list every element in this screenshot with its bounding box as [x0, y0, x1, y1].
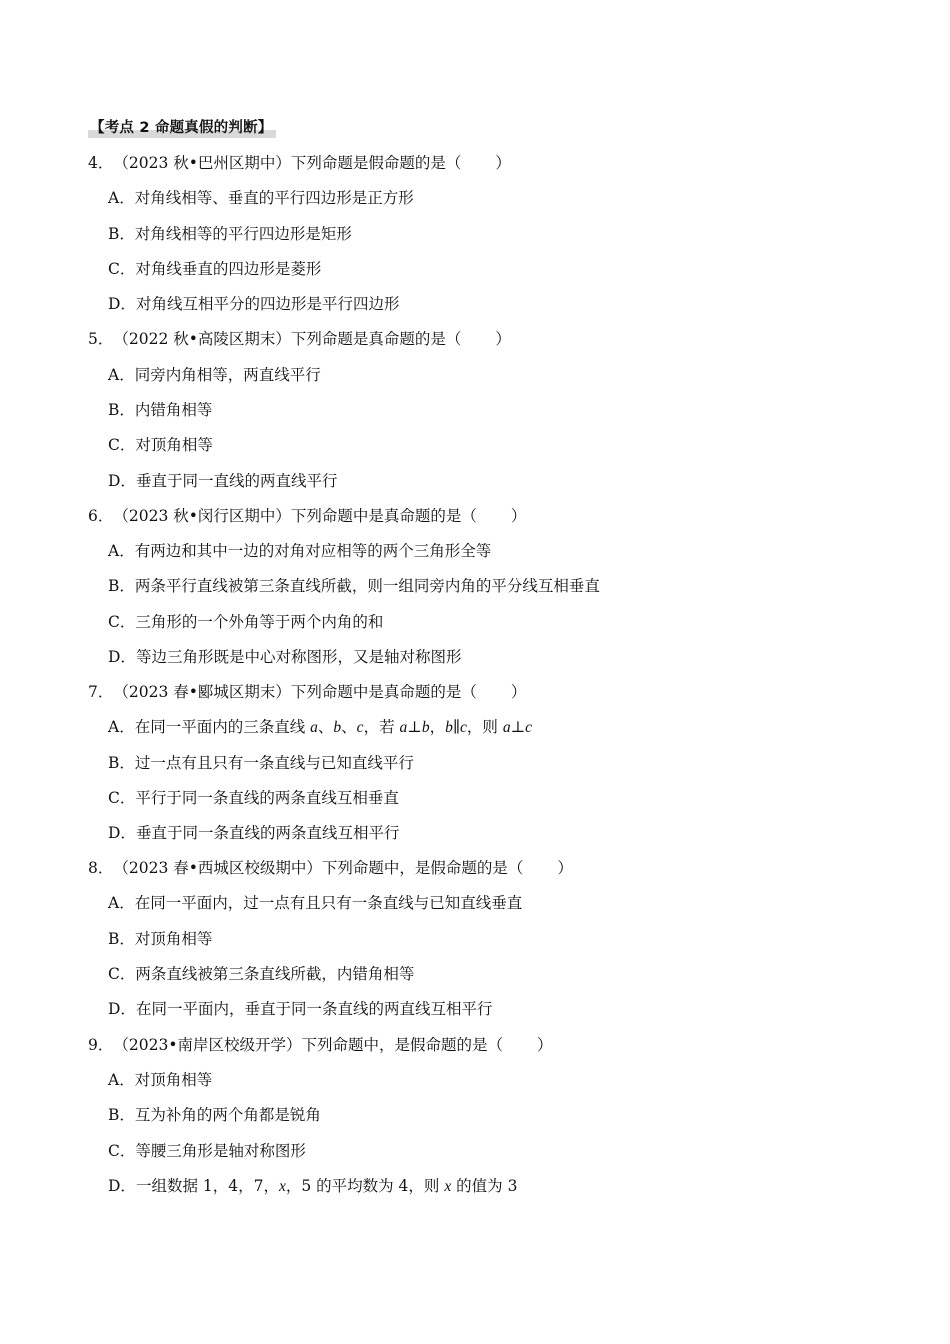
option-letter: A．	[108, 718, 135, 736]
option-text: 有两边和其中一边的对角对应相等的两个三角形全等	[134, 542, 492, 560]
question-5-stem	[88, 328, 511, 350]
question-text: 下列命题中，是假命题的是（	[301, 1036, 503, 1054]
option-letter: A．	[108, 189, 135, 207]
question-text: 下列命题是真命题的是（	[290, 330, 462, 348]
option-text: 对顶角相等	[134, 930, 213, 948]
option-text-part: 、	[341, 718, 357, 736]
question-9-stem	[88, 1034, 553, 1056]
option-text: 两条平行直线被第三条直线所截，则一组同旁内角的平分线互相垂直	[134, 577, 600, 595]
question-7-option-c	[108, 787, 399, 809]
question-4-option-b	[108, 223, 352, 245]
option-text: 在同一平面内，垂直于同一条直线的两直线互相平行	[135, 1000, 493, 1018]
question-6-option-d	[108, 646, 461, 668]
math-variable: b	[445, 719, 453, 736]
option-text: 对角线垂直的四边形是菱形	[135, 260, 322, 278]
question-6-option-b	[108, 575, 600, 597]
option-letter: A．	[108, 366, 135, 384]
question-7-option-b	[108, 752, 414, 774]
question-source: （2023 秋•巴州区期中）	[113, 154, 291, 172]
question-6-option-a	[108, 540, 491, 562]
question-source: （2023 秋•闵行区期中）	[113, 507, 291, 525]
math-variable: a	[502, 719, 511, 736]
question-9-option-a	[108, 1069, 212, 1091]
option-text: 互为补角的两个角都是锐角	[134, 1106, 321, 1124]
option-text: 在同一平面内，过一点有且只有一条直线与已知直线垂直	[134, 894, 523, 912]
option-text: 等腰三角形是轴对称图形	[135, 1142, 306, 1160]
question-8-option-c	[108, 963, 414, 985]
math-variable: b	[421, 719, 430, 736]
close-paren: ）	[510, 683, 527, 701]
option-text: 垂直于同一条直线的两条直线互相平行	[135, 824, 400, 842]
option-letter: C．	[108, 436, 136, 454]
option-letter: C．	[108, 1142, 136, 1160]
option-letter: A．	[108, 1071, 135, 1089]
question-text: 下列命题中是真命题的是（	[290, 683, 477, 701]
question-number: 5．	[88, 330, 114, 348]
question-source: （2023•南岸区校级开学）	[113, 1036, 302, 1054]
question-6-option-c	[108, 611, 383, 633]
option-text-part: ，则	[466, 718, 503, 736]
option-text-part: 在同一平面内的三条直线	[134, 718, 311, 736]
option-text: 内错角相等	[134, 401, 213, 419]
question-8-stem	[88, 857, 573, 879]
option-letter: C．	[108, 965, 136, 983]
option-text: 对角线相等的平行四边形是矩形	[134, 225, 352, 243]
option-letter: B．	[108, 930, 135, 948]
question-text: 下列命题中是真命题的是（	[290, 507, 477, 525]
option-text-part: 的值为 3	[451, 1177, 518, 1195]
question-5-option-a	[108, 364, 321, 386]
option-letter: D．	[108, 824, 136, 842]
question-7-option-a	[108, 716, 532, 738]
question-9-option-d	[108, 1175, 517, 1197]
option-letter: D．	[108, 648, 136, 666]
close-paren: ）	[557, 859, 573, 877]
math-variable: x	[278, 1178, 286, 1195]
option-text: 平行于同一条直线的两条直线互相垂直	[135, 789, 399, 807]
option-text: 同旁内角相等，两直线平行	[134, 366, 321, 384]
option-text-part: ，	[429, 718, 446, 736]
perpendicular-symbol: ⊥	[407, 718, 422, 736]
option-letter: D．	[108, 1000, 136, 1018]
option-letter: B．	[108, 1106, 135, 1124]
option-text-part: ，若	[363, 718, 400, 736]
option-letter: A．	[108, 894, 135, 912]
option-text: 对顶角相等	[135, 436, 213, 454]
option-text: 对角线互相平分的四边形是平行四边形	[135, 295, 400, 313]
option-text: 三角形的一个外角等于两个内角的和	[135, 613, 384, 631]
question-4-option-d	[108, 293, 399, 315]
question-9-option-c	[108, 1140, 306, 1162]
math-variable: c	[356, 719, 364, 736]
question-5-option-c	[108, 434, 213, 456]
question-number: 6．	[88, 507, 114, 525]
close-paren: ）	[495, 330, 511, 348]
question-4-stem	[88, 152, 511, 174]
math-variable: c	[525, 719, 533, 736]
question-source: （2023 春•郾城区期末）	[113, 683, 291, 701]
close-paren: ）	[510, 507, 527, 525]
perpendicular-symbol: ⊥	[510, 718, 526, 736]
option-letter: A．	[108, 542, 135, 560]
question-6-stem	[88, 505, 526, 527]
math-variable: a	[399, 719, 408, 736]
option-letter: C．	[108, 789, 136, 807]
option-letter: C．	[108, 260, 136, 278]
question-8-option-d	[108, 998, 492, 1020]
close-paren: ）	[495, 154, 511, 172]
option-letter: B．	[108, 577, 135, 595]
math-variable: c	[460, 719, 467, 736]
question-4-option-a	[108, 187, 414, 209]
option-text: 对角线相等、垂直的平行四边形是正方形	[134, 189, 414, 207]
option-text: 等边三角形既是中心对称图形，又是轴对称图形	[135, 648, 462, 666]
question-number: 7．	[88, 683, 114, 701]
question-5-option-b	[108, 399, 212, 421]
question-8-option-b	[108, 928, 212, 950]
option-text-part: 、	[317, 718, 334, 736]
question-8-option-a	[108, 892, 522, 914]
question-source: （2023 春•西城区校级期中）	[113, 859, 322, 877]
parallel-symbol: ∥	[452, 718, 461, 736]
option-text: 过一点有且只有一条直线与已知直线平行	[134, 754, 414, 772]
question-4-option-c	[108, 258, 321, 280]
option-letter: D．	[108, 1177, 136, 1195]
question-number: 4．	[88, 154, 114, 172]
math-variable: x	[444, 1178, 452, 1195]
option-text: 对顶角相等	[134, 1071, 213, 1089]
option-text: 两条直线被第三条直线所截，内错角相等	[135, 965, 415, 983]
option-letter: B．	[108, 754, 135, 772]
option-letter: D．	[108, 472, 136, 490]
option-letter: B．	[108, 225, 135, 243]
math-variable: a	[310, 719, 318, 736]
question-text: 下列命题中，是假命题的是（	[321, 859, 524, 877]
close-paren: ）	[536, 1036, 553, 1054]
math-variable: b	[333, 719, 342, 736]
option-letter: C．	[108, 613, 136, 631]
section-heading: 【考点 2 命题真假的判断】	[88, 118, 276, 138]
option-letter: B．	[108, 401, 135, 419]
option-text-part: 一组数据 1，4，7，	[135, 1177, 279, 1195]
question-number: 8．	[88, 859, 114, 877]
question-text: 下列命题是假命题的是（	[290, 154, 462, 172]
question-number: 9．	[88, 1036, 114, 1054]
option-letter: D．	[108, 295, 136, 313]
question-7-stem	[88, 681, 526, 703]
question-source: （2022 秋•高陵区期末）	[113, 330, 291, 348]
option-text-part: ，5 的平均数为 4，则	[285, 1177, 445, 1195]
question-5-option-d	[108, 470, 337, 492]
option-text: 垂直于同一直线的两直线平行	[135, 472, 338, 490]
question-7-option-d	[108, 822, 399, 844]
question-9-option-b	[108, 1104, 321, 1126]
